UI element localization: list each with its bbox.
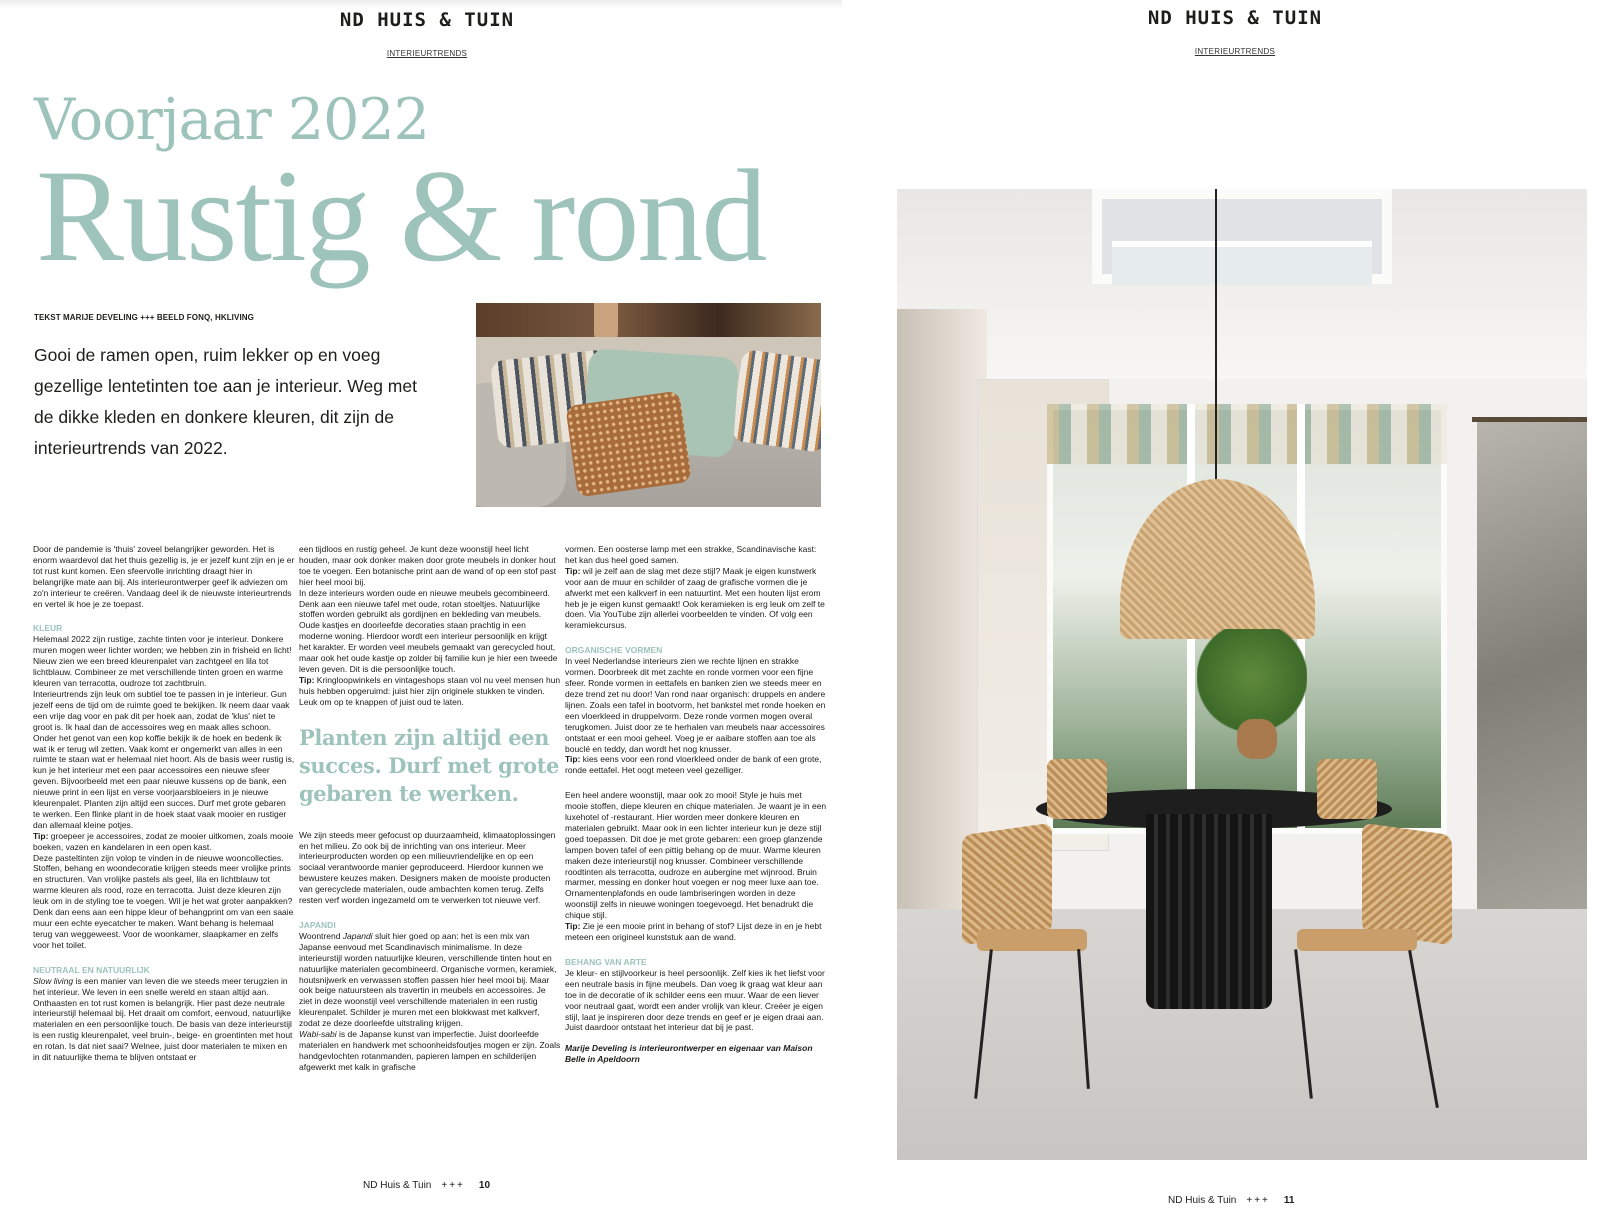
text: Interieurtrends zijn leuk om subtiel toe te passen in je interieur. Gun jezelf eens de tijd om de ruimte goed te bekijken. Ik neem daar vaak een vrije dag voor en pak dit per hoek aan, zodat de 'klus' niet te groot is. Ik haal dan de accessoires weg en maak alles schoon. Onder het genot van een kop koffie bekijk ik de hoek en bedenk ik wat ik er terug wil zetten. Vaak komt er ongemerkt van alles in een ruimte te staan wat er helemaal niet hoort. Als de basis weer rustig is, kun je het interieur met een paar accessoires een nieuwe sfeer geven. Bijvoorbeeld met een paar nieuwe kussens op de bank, een nieuwe print in een lijst en verse voorjaarsbloeiers in je nieuwe kleurenpalet. Planten zijn altijd een succes. Durf met grote gebaren te werken. Een flinke plant in de hoek staat vaak mooier en rustiger dan allemaal kleine potjes. xyxy=(33,688,295,830)
paragraph xyxy=(565,888,827,921)
tip-label: Tip: xyxy=(565,565,581,576)
tip-label: Tip: xyxy=(33,830,49,841)
text: BEHANG VAN ARTE xyxy=(565,956,647,967)
footer-separator: +++ xyxy=(441,1180,465,1191)
article-column-1 xyxy=(33,544,295,1063)
footer-right xyxy=(1168,1195,1294,1206)
emphasis: Japandi xyxy=(342,930,373,941)
text: Ornamentenplafonds en oude lambriseringen worden in deze woonstijl zelfs in nieuwe woningen toegevoegd. Het benadrukt die chique stijl. xyxy=(565,888,814,921)
text: is de Japanse kunst van imperfectie. Juist doorleefde materialen en handwerk met schoonheidsfoutjes mogen er zijn. Zoals handgevlochten rotanmanden, papieren lampen en schilderijen afgewerkt met kalk in grafische xyxy=(299,1029,561,1072)
author-bio xyxy=(565,1043,827,1065)
pull-quote: Planten zijn altijd een succes. Durf met grote gebaren te werken. xyxy=(299,724,559,806)
paragraph xyxy=(33,831,295,853)
article-title: Rustig & rond xyxy=(36,142,766,289)
paragraph xyxy=(565,921,827,943)
text: NEUTRAAL EN NATUURLIJK xyxy=(33,964,150,975)
text: In veel Nederlandse interieurs zien we rechte lijnen en strakke vormen. Doorbreek dit met zachte en ronde vormen voor een fijne sfeer. Ronde vormen in eettafels en banken zien we steeds meer en deze trend zet nu door! Van rond naar organisch: druppels en andere lijnen. Zoals een tafel in bootvorm, het bankstel met ronde hoeken en een vloerkleed in druppelvorm. Deze ronde vormen mogen overal terugkomen. Juist door ze te herhalen van meubels naar accessoires ontstaat er een mooi geheel. Voeg je er aaibare stoffen aan toe als bouclé en teddy, dan wordt het nog knusser. xyxy=(565,656,826,754)
text: Woontrend xyxy=(299,930,343,941)
tip-label: Tip: xyxy=(565,754,581,765)
text: KLEUR xyxy=(33,623,63,634)
lamp-cord xyxy=(1215,189,1217,489)
text: We zijn steeds meer gefocust op duurzaamheid, klimaatoplossingen en het milieu. Zo ook bij de inrichting van ons interieur. Meer interieurproducten worden op een milieuvriendelijke en op een sociaal verantwoorde manier geproduceerd. Hierdoor kunnen we bewustere keuzes maken. Designers maken de mooiste producten van gerecyclede materialen, oude ambachten komen terug. Zelfs resten verf worden ingezameld om te verwerken tot nieuwe verf. xyxy=(299,829,556,906)
text: Helemaal 2022 zijn rustige, zachte tinten voor je interieur. Donkere muren mogen weer lichter worden; we hebben zin in frisheid en licht! Nieuw zien we een breed kleurenpalet van zachtgeel en lila tot lichtblauw. Combineer ze met verschillende tinten groen en warme kleuren van terracotta, oudroze tot zachtbruin. xyxy=(33,634,292,689)
paragraph xyxy=(33,544,295,609)
tip-label: Tip: xyxy=(299,674,315,685)
text: Marije Develing is interieurontwerper en eigenaar van Maison Belle in Apeldoorn xyxy=(565,1043,813,1065)
subheading xyxy=(33,623,295,634)
paragraph xyxy=(33,853,295,951)
text: Je kleur- en stijlvoorkeur is heel persoonlijk. Zelf kies ik het liefst voor een neutrale basis in fijne meubels. Dan voeg ik graag wat kleur aan toe in de decoratie of ik schilder eens een muur. Waar de een liever voor neutraal gaat, wordt een ander vrolijk van kleur. Creëer je eigen stijl, laat je inspireren door deze trends en geef er je eigen draai aan. Juist daardoor ontstaat het interieur dat bij je past. xyxy=(565,967,825,1033)
masthead-left: ND HUIS & TUIN xyxy=(339,9,515,31)
text: vormen. Een oosterse lamp met een strakke, Scandinavische kast: het kan dus heel goed samen. xyxy=(565,544,817,565)
text: groepeer je accessoires, zodat ze mooier uitkomen, zoals mooie boeken, vazen en kandelaren in een open kast. xyxy=(33,830,294,852)
paragraph xyxy=(299,931,561,1029)
paragraph-gap xyxy=(565,776,827,790)
text: ORGANISCHE VORMEN xyxy=(565,645,663,656)
byline: TEKST MARIJE DEVELING +++ BEELD FONQ, HKLIVING xyxy=(34,313,254,322)
text: wil je zelf aan de slag met deze stijl? Maak je eigen kunstwerk voor aan de muur en schilder of zaag de grafische vormen die je afwerkt met een kalkverf in een natuurtint. Met een houten lijst erom heb je je eigen kunst gemaakt! Ook keramieken is erg leuk om zelf te doen. Via YouTube zijn allerlei voorbeelden te vinden. Of volg een keramiekcursus. xyxy=(565,565,825,631)
paragraph xyxy=(299,544,561,588)
section-label-right[interactable]: INTERIEURTRENDS xyxy=(1194,47,1276,56)
paragraph xyxy=(565,754,827,776)
text: Door de pandemie is 'thuis' zoveel belangrijker geworden. Het is enorm waardevol dat het thuis gezellig is, je er jezelf kunt zijn en je er tot rust kunt komen. Een sfeervolle inrichting draagt hier in belangrijke mate aan bij. Als interieurontwerper geef ik adviezen om zo'n interieur te creëren. Vandaag deel ik de nieuwste interieurtrends en vertel ik hoe je ze toepast. xyxy=(33,544,295,609)
dining-room-photo xyxy=(897,189,1587,1160)
paragraph xyxy=(33,689,295,831)
emphasis: Wabi-sabi xyxy=(299,1029,337,1040)
text: Een heel andere woonstijl, maar ook zo mooi! Style je huis met mooie stoffen, diepe kleuren en chique materialen. Je waant je in een luxehotel of -restaurant. Hier worden meer donkere kleuren en materialen gebruikt. Maar ook in een lichter interieur kun je deze stijl goed toepassen. Dit doe je met grote gebaren: een groep glanzende lampen boven tafel of een pittig behang op de muur. Warme kleuren maken deze interieurstijl nog knusser. Combineer verschillende roodtinten als terracotta, oudroze en aubergine met wijnrood. Bruin marmer, messing en donker hout voegen er nog meer luxe aan toe. xyxy=(565,790,827,888)
cushions-photo xyxy=(476,303,821,507)
paragraph xyxy=(565,968,827,1033)
paragraph xyxy=(299,1029,561,1073)
page-number: 10 xyxy=(478,1180,491,1191)
text: Deze pasteltinten zijn volop te vinden in de nieuwe wooncollecties. Stoffen, behang en woondecoratie krijgen steeds meer vrolijke prints en structuren. Van vrolijke pastels als geel, lila en lichtblauw tot warme kleuren als rood, roze en terracotta. Juist deze kleuren zijn leuk om in de styling toe te voegen. Wil je het wat groter aanpakken? Denk dan eens aan een hippe kleur of behangprint om van een saaie muur een echte eyecatcher te maken. Want behang is helemaal terug van weggeweest. Voor de woonkamer, slaapkamer en zelfs voor het toilet. xyxy=(33,852,294,950)
text: JAPANDI xyxy=(299,919,336,930)
subheading xyxy=(565,957,827,968)
text: In deze interieurs worden oude en nieuwe meubels gecombineerd. Denk aan een nieuwe tafel met oude, rotan stoeltjes. Natuurlijke stoffen worden gebruikt als gordijnen en bekleding van meubels. Oude kastjes en doorleefde decoraties staan prachtig in een moderne woning. Hierdoor wordt een interieur persoonlijk en krijgt het karakter. Er worden veel meubels gemaakt van gerecycled hout, maar ook het oude kastje op zolder bij familie kun je hier een tweede leven geven. Dit is die persoonlijke touch. xyxy=(299,587,558,674)
paragraph xyxy=(299,830,561,906)
footer-left xyxy=(363,1180,490,1191)
paragraph xyxy=(565,544,827,566)
subheading xyxy=(33,965,295,976)
subheading xyxy=(565,645,827,656)
masthead-right: ND HUIS & TUIN xyxy=(1147,7,1323,29)
text: sluit hier goed op aan: het is een mix van Japanse eenvoud met Scandinavisch minimalisme. In deze interieurstijl worden natuurlijke kleuren, verschillende tinten hout en natuurlijke materialen gecombineerd. Organische vormen, keramiek, houtsnijwerk en verwassen stoffen passen hier heel mooi bij. Maar ook beige natuursteen als travertin in meubels en accessoires. Je ziet in deze woonstijl veel verschillende materialen in een rustig kleurenpalet. Schilder je muren met een blokkwast met kalkverf, zodat ze deze doorleefde uitstraling krijgen. xyxy=(299,930,557,1029)
paragraph xyxy=(299,675,561,708)
paragraph xyxy=(565,790,827,888)
paragraph xyxy=(565,566,827,631)
tip-label: Tip: xyxy=(565,921,581,932)
text: is een manier van leven die we steeds meer terugzien in het interieur. We leven in een snelle wereld en staan altijd aan. Onthaasten en tot rust komen is belangrijk. Hier past deze neutrale interieurstijl helemaal bij. Het draait om comfort, eenvoud, natuurlijke materialen en een persoonlijke touch. De basis van deze interieurstijl is een rustig kleurenpalet, veel bruin-, beige- en groentinten met hout en rotan. Is dat niet saai? Welnee, juist door materialen te mixen en in dit natuurlijke thema te blijven ontstaat er xyxy=(33,975,293,1063)
footer-magazine: ND Huis & Tuin xyxy=(1168,1195,1237,1206)
footer-separator: +++ xyxy=(1246,1195,1270,1206)
article-column-2 xyxy=(299,544,561,1073)
paragraph xyxy=(299,588,561,675)
paragraph xyxy=(33,634,295,689)
kicker-heading: Voorjaar 2022 xyxy=(34,87,429,153)
page-edge-shadow xyxy=(0,0,842,9)
paragraph xyxy=(33,976,295,1063)
text: een tijdloos en rustig geheel. Je kunt deze woonstijl heel licht houden, maar ook donker maken door grote meubels in donker hout toe te voegen. Een botanische print aan de wand of op een stof past hier heel mooi bij. xyxy=(299,544,557,587)
paragraph xyxy=(565,656,827,754)
page-number: 11 xyxy=(1283,1195,1295,1206)
intro-paragraph: Gooi de ramen open, ruim lekker op en voeg gezellige lentetinten toe aan je interieur. Weg met de dikke kleden en donkere kleuren, dit zijn de interieurtrends van 2022. xyxy=(34,345,417,458)
text: kies eens voor een rond vloerkleed onder de bank of een grote, ronde eettafel. Het oogt meteen veel gezelliger. xyxy=(565,754,822,776)
emphasis: Slow living xyxy=(33,975,74,986)
article-column-3 xyxy=(565,544,827,1065)
section-label-left[interactable]: INTERIEURTRENDS xyxy=(386,49,468,58)
text: Zie je een mooie print in behang of stof? Lijst deze in en je hebt meteen een origineel kunststuk aan de wand. xyxy=(565,921,822,942)
text: Kringloopwinkels en vintageshops staan vol nu veel mensen hun huis hebben opgeruimd: juist hier zijn originele stukken te vinden. Leuk om op te knappen of juist oud te laten. xyxy=(299,674,561,707)
footer-magazine: ND Huis & Tuin xyxy=(363,1180,432,1191)
subheading xyxy=(299,920,561,931)
